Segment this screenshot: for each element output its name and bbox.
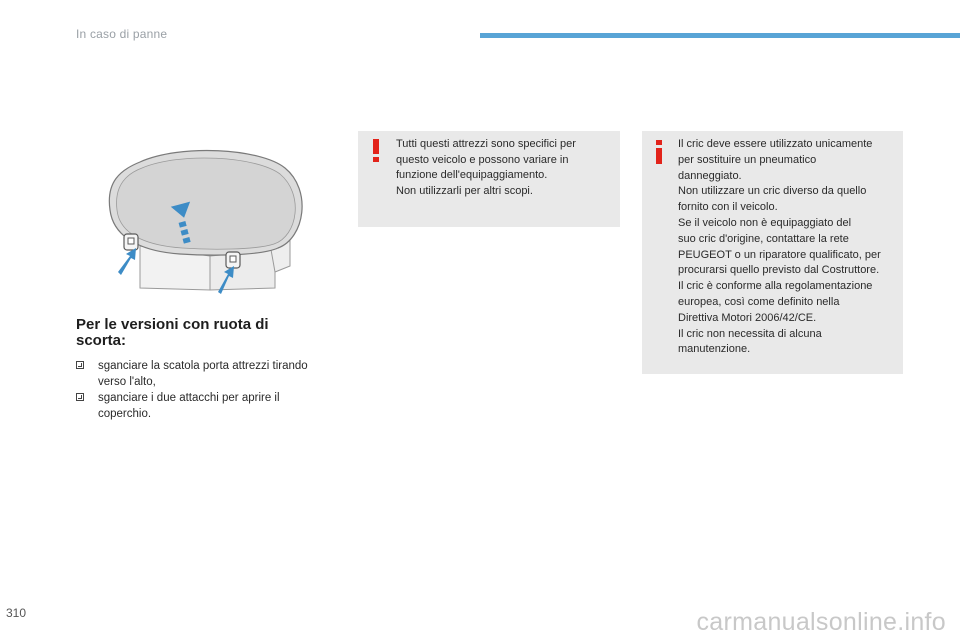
header-accent-bar [480,33,960,38]
info-line: procurarsi quello previsto dal Costruttore. [678,264,880,277]
warning-line: questo veicolo e possono variare in [396,153,569,166]
warning-line: funzione dell'equipaggiamento. [396,169,548,182]
info-icon [654,140,664,164]
instruction-text: verso l'alto, [98,375,156,388]
section-title-line: Per le versioni con ruota di [76,316,269,333]
info-line: suo cric d'origine, contattare la rete [678,232,849,245]
instruction-list [76,359,334,423]
latch-right-icon [226,252,240,268]
info-line: europea, così come definito nella [678,295,840,308]
info-line: PEUGEOT o un riparatore qualificato, per [678,248,881,261]
page-number: 310 [6,606,27,620]
instruction-text: sganciare la scatola porta attrezzi tirando [98,360,308,372]
page-header-title: In caso di panne [76,27,168,41]
instruction-text: coperchio. [98,407,152,420]
info-line: manutenzione. [678,343,751,356]
info-line: Se il veicolo non è equipaggiato del [678,216,852,229]
watermark: carmanualsonline.info [696,608,946,636]
info-line: danneggiato. [678,169,742,182]
info-text [678,137,900,358]
section-title-line: scorta: [76,332,127,349]
info-line: Il cric non necessita di alcuna [678,327,822,340]
info-line: Il cric è conforme alla regolamentazione [678,280,873,293]
arrow-left-icon [118,248,136,275]
checkbox-bullet-icon [76,393,84,401]
info-line: Non utilizzare un cric diverso da quello [678,185,867,198]
latch-left-icon [124,234,138,250]
info-box [642,131,903,374]
instruction-item [76,391,334,422]
toolbox-illustration [100,138,320,300]
checkbox-bullet-icon [76,361,84,369]
info-line: Direttiva Motori 2006/42/CE. [678,311,817,324]
section-title [76,317,336,349]
instruction-text: sganciare i due attacchi per aprire il [98,392,280,404]
info-line: per sostituire un pneumatico [678,153,817,166]
warning-line: Non utilizzarli per altri scopi. [396,184,533,197]
instruction-item [76,359,334,390]
info-line: Il cric deve essere utilizzato unicamente [678,138,873,150]
info-line: fornito con il veicolo. [678,201,778,214]
warning-line: Tutti questi attrezzi sono specifici per [396,138,576,150]
warning-box [358,131,620,227]
warning-text [396,137,614,199]
exclamation-icon [370,139,382,163]
